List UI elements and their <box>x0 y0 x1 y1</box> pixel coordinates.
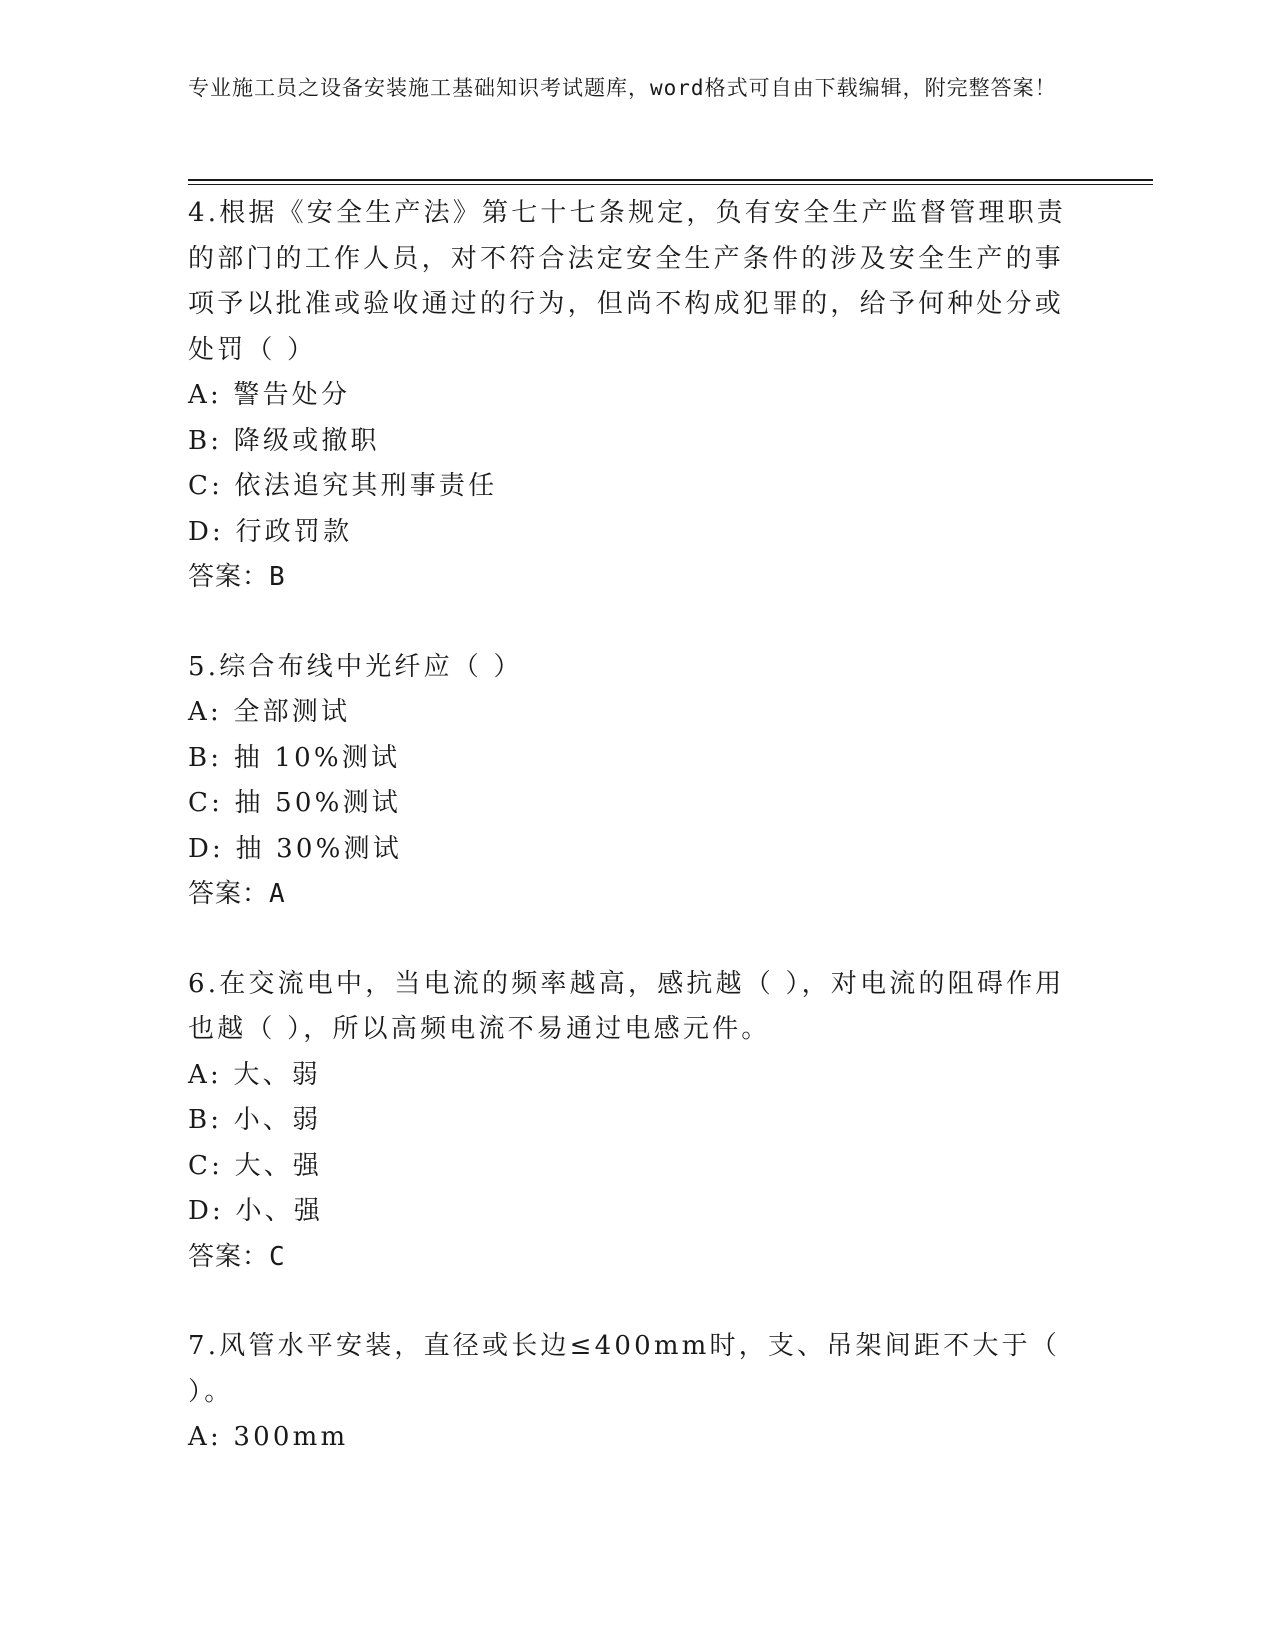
question-text: 7.风管水平安装，直径或长边≤400mm时，支、吊架间距不大于（ ）。 <box>188 1331 1060 1407</box>
question-5 <box>188 645 1088 918</box>
option-d: D: 小、强 <box>188 1196 324 1226</box>
option-a: A: 全部测试 <box>188 697 351 727</box>
question-text: 5.综合布线中光纤应（ ） <box>188 651 523 682</box>
question-text: 6.在交流电中，当电流的频率越高，感抗越（ ），对电流的阻碍作用也越（ ），所以高频电流不易通过电感元件。 <box>188 968 1065 1044</box>
answer-line: 答案：A <box>188 879 286 909</box>
answer-line: 答案：B <box>188 562 286 592</box>
option-b: B: 降级或撤职 <box>188 425 380 456</box>
option-c: C: 依法追究其刑事责任 <box>188 471 498 501</box>
question-list <box>188 191 1088 1505</box>
option-a: A: 300mm <box>188 1422 349 1452</box>
header-rule-thick <box>188 179 1153 181</box>
answer-line: 答案：C <box>188 1241 286 1272</box>
question-text: 4.根据《安全生产法》第七十七条规定，负有安全生产监督管理职责的部门的工作人员，对不符合法定安全生产条件的涉及安全生产的事项予以批准或验收通过的行为，但尚不构成犯罪的，给予何种处分或处罚（ ） <box>188 198 1067 365</box>
header-rule-thin <box>188 184 1153 185</box>
option-b: B: 小、弱 <box>188 1105 322 1135</box>
option-a: A: 大、弱 <box>188 1059 322 1090</box>
option-d: D: 行政罚款 <box>188 516 353 547</box>
question-4 <box>188 191 1088 601</box>
document-header: 专业施工员之设备安装施工基础知识考试题库，word格式可自由下载编辑，附完整答案！ <box>188 76 1057 100</box>
option-b: B: 抽 10%测试 <box>188 742 401 773</box>
question-7 <box>188 1324 1088 1461</box>
option-c: C: 大、强 <box>188 1150 323 1181</box>
question-6 <box>188 962 1088 1281</box>
option-c: C: 抽 50%测试 <box>188 788 401 818</box>
option-a: A: 警告处分 <box>188 380 351 410</box>
option-d: D: 抽 30%测试 <box>188 833 402 864</box>
